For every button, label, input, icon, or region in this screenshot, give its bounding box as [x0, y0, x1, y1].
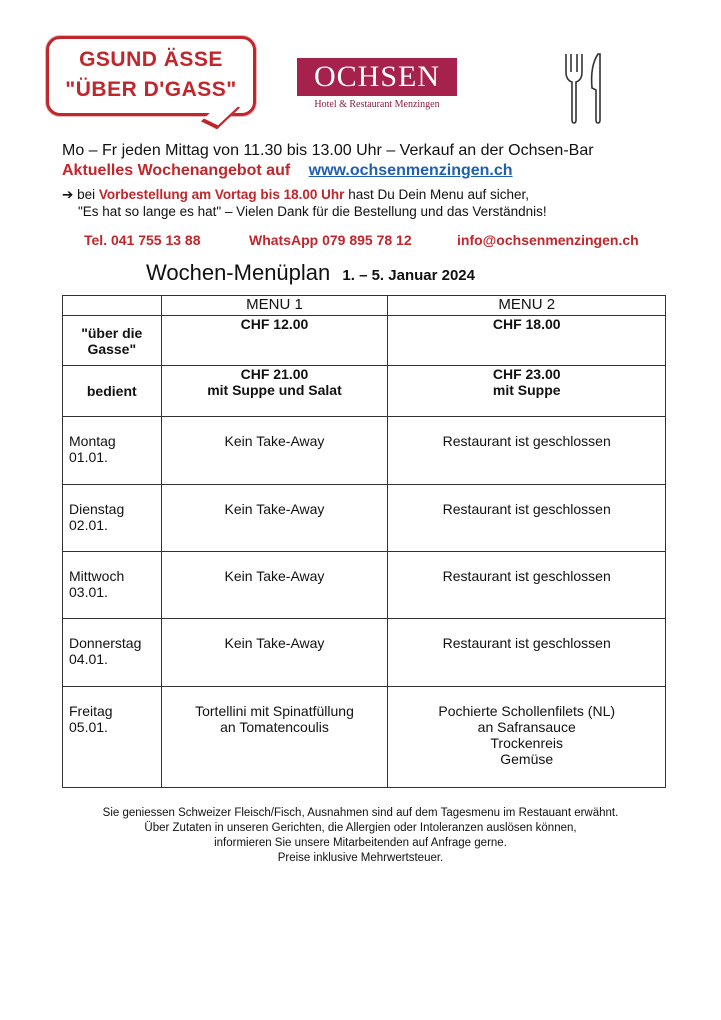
day-row [63, 686, 666, 787]
day-date: 05.01. [69, 718, 108, 735]
price-row-takeaway [63, 316, 666, 366]
menu2-dish-cell [388, 552, 666, 619]
price-value: CHF 23.00 [492, 366, 561, 383]
dish-line: Restaurant ist geschlossen [442, 635, 611, 652]
price-label: "über die Gasse" [63, 316, 162, 366]
logo-line-1: GSUND ÄSSE [79, 48, 223, 71]
menu2-dish-cell [388, 686, 666, 787]
price-menu2 [388, 316, 666, 366]
dish-line: Kein Take-Away [224, 500, 325, 517]
day-cell [63, 417, 162, 484]
weekly-offer-line [62, 162, 513, 180]
dish-line: Restaurant ist geschlossen [442, 568, 611, 585]
price-row-served [63, 366, 666, 417]
day-date: 01.01. [69, 449, 108, 466]
footer-line: Preise inklusive Mehrwertsteuer. [277, 852, 444, 864]
day-row [63, 552, 666, 619]
logo-line-2: "ÜBER D'GASS" [65, 78, 237, 101]
day-cell [63, 686, 162, 787]
day-cell [63, 619, 162, 686]
day-row [63, 619, 666, 686]
menu1-dish-cell [161, 484, 388, 551]
price-menu1 [161, 366, 388, 417]
price-menu2 [388, 366, 666, 417]
day-date: 04.01. [69, 651, 108, 668]
opening-hours: Mo – Fr jeden Mittag von 11.30 bis 13.00 Uhr – Verkauf an der Ochsen-Bar [62, 142, 594, 159]
dish-line: Kein Take-Away [224, 635, 325, 652]
header-menu1: MENU 1 [161, 296, 388, 316]
day-row [63, 484, 666, 551]
arrow-right-icon: ➔ [62, 187, 74, 202]
menu2-dish-cell [388, 417, 666, 484]
fork-knife-icon [560, 52, 610, 124]
dish-line: Kein Take-Away [224, 433, 325, 450]
day-row [63, 417, 666, 484]
footer-line: Sie geniessen Schweizer Fleisch/Fisch, Ausnahmen sind auf dem Tagesmenu im Restauant erwähnt. [102, 807, 619, 819]
preorder-note-line2: "Es hat so lange es hat" – Vielen Dank für die Bestellung und das Verständnis! [78, 204, 547, 219]
note-highlight: Vorbestellung am Vortag bis 18.00 Uhr [98, 187, 345, 202]
website-link[interactable]: www.ochsenmenzingen.ch [308, 162, 513, 179]
dish-line: Tortellini mit Spinatfüllung [195, 702, 354, 719]
price-label: bedient [63, 366, 162, 417]
dish-line: an Tomatencoulis [220, 718, 329, 735]
day-date: 03.01. [69, 584, 108, 601]
price-value: CHF 18.00 [492, 316, 561, 333]
dish-line: Restaurant ist geschlossen [442, 500, 611, 517]
dish-line: Kein Take-Away [224, 568, 325, 585]
footer-line: Über Zutaten in unseren Gerichten, die Allergien oder Intoleranzen auslösen können, [144, 822, 577, 834]
menu1-dish-cell [161, 552, 388, 619]
ochsen-logo: OCHSEN [297, 58, 457, 96]
dish-line: Restaurant ist geschlossen [442, 433, 611, 450]
menu1-dish-cell [161, 619, 388, 686]
contact-phone[interactable]: Tel. 041 755 13 88 [84, 232, 201, 248]
note-suffix: hast Du Dein Menu auf sicher, [348, 187, 530, 202]
price-menu1 [161, 316, 388, 366]
day-name: Dienstag [69, 500, 125, 517]
price-value: CHF 12.00 [240, 316, 309, 333]
ochsen-tagline: Hotel & Restaurant Menzingen [314, 99, 440, 110]
table-header-row [63, 296, 666, 316]
weekly-offer-text: Aktuelles Wochenangebot auf [62, 162, 291, 179]
header-menu2: MENU 2 [388, 296, 666, 316]
preorder-note [62, 187, 529, 203]
day-name: Mittwoch [69, 568, 125, 585]
price-note: mit Suppe [492, 382, 561, 399]
note-prefix: bei [77, 187, 96, 202]
menu-table [62, 295, 666, 788]
header-empty-cell [63, 296, 162, 316]
page-title [146, 260, 475, 286]
dish-line: Pochierte Schollenfilets (NL) [438, 702, 616, 719]
title-date: 1. – 5. Januar 2024 [342, 267, 475, 284]
menu2-dish-cell [388, 619, 666, 686]
dish-line: Trockenreis [490, 734, 564, 751]
menu1-dish-cell [161, 686, 388, 787]
price-value: CHF 21.00 [240, 366, 309, 383]
menu2-dish-cell [388, 484, 666, 551]
dish-line: an Safransauce [477, 718, 576, 735]
gsund-asse-logo [46, 36, 256, 116]
contact-email[interactable]: info@ochsenmenzingen.ch [457, 232, 639, 248]
title-main: Wochen-Menüplan [146, 260, 331, 285]
day-name: Freitag [69, 702, 113, 719]
day-name: Montag [69, 433, 116, 450]
footer-line: informieren Sie unsere Mitarbeitenden auf Anfrage gerne. [214, 837, 507, 849]
dish-line: Gemüse [500, 750, 554, 767]
menu1-dish-cell [161, 417, 388, 484]
day-cell [63, 484, 162, 551]
contact-whatsapp[interactable]: WhatsApp 079 895 78 12 [249, 232, 412, 248]
day-cell [63, 552, 162, 619]
day-date: 02.01. [69, 516, 108, 533]
price-note: mit Suppe und Salat [207, 382, 342, 399]
day-name: Donnerstag [69, 635, 142, 652]
